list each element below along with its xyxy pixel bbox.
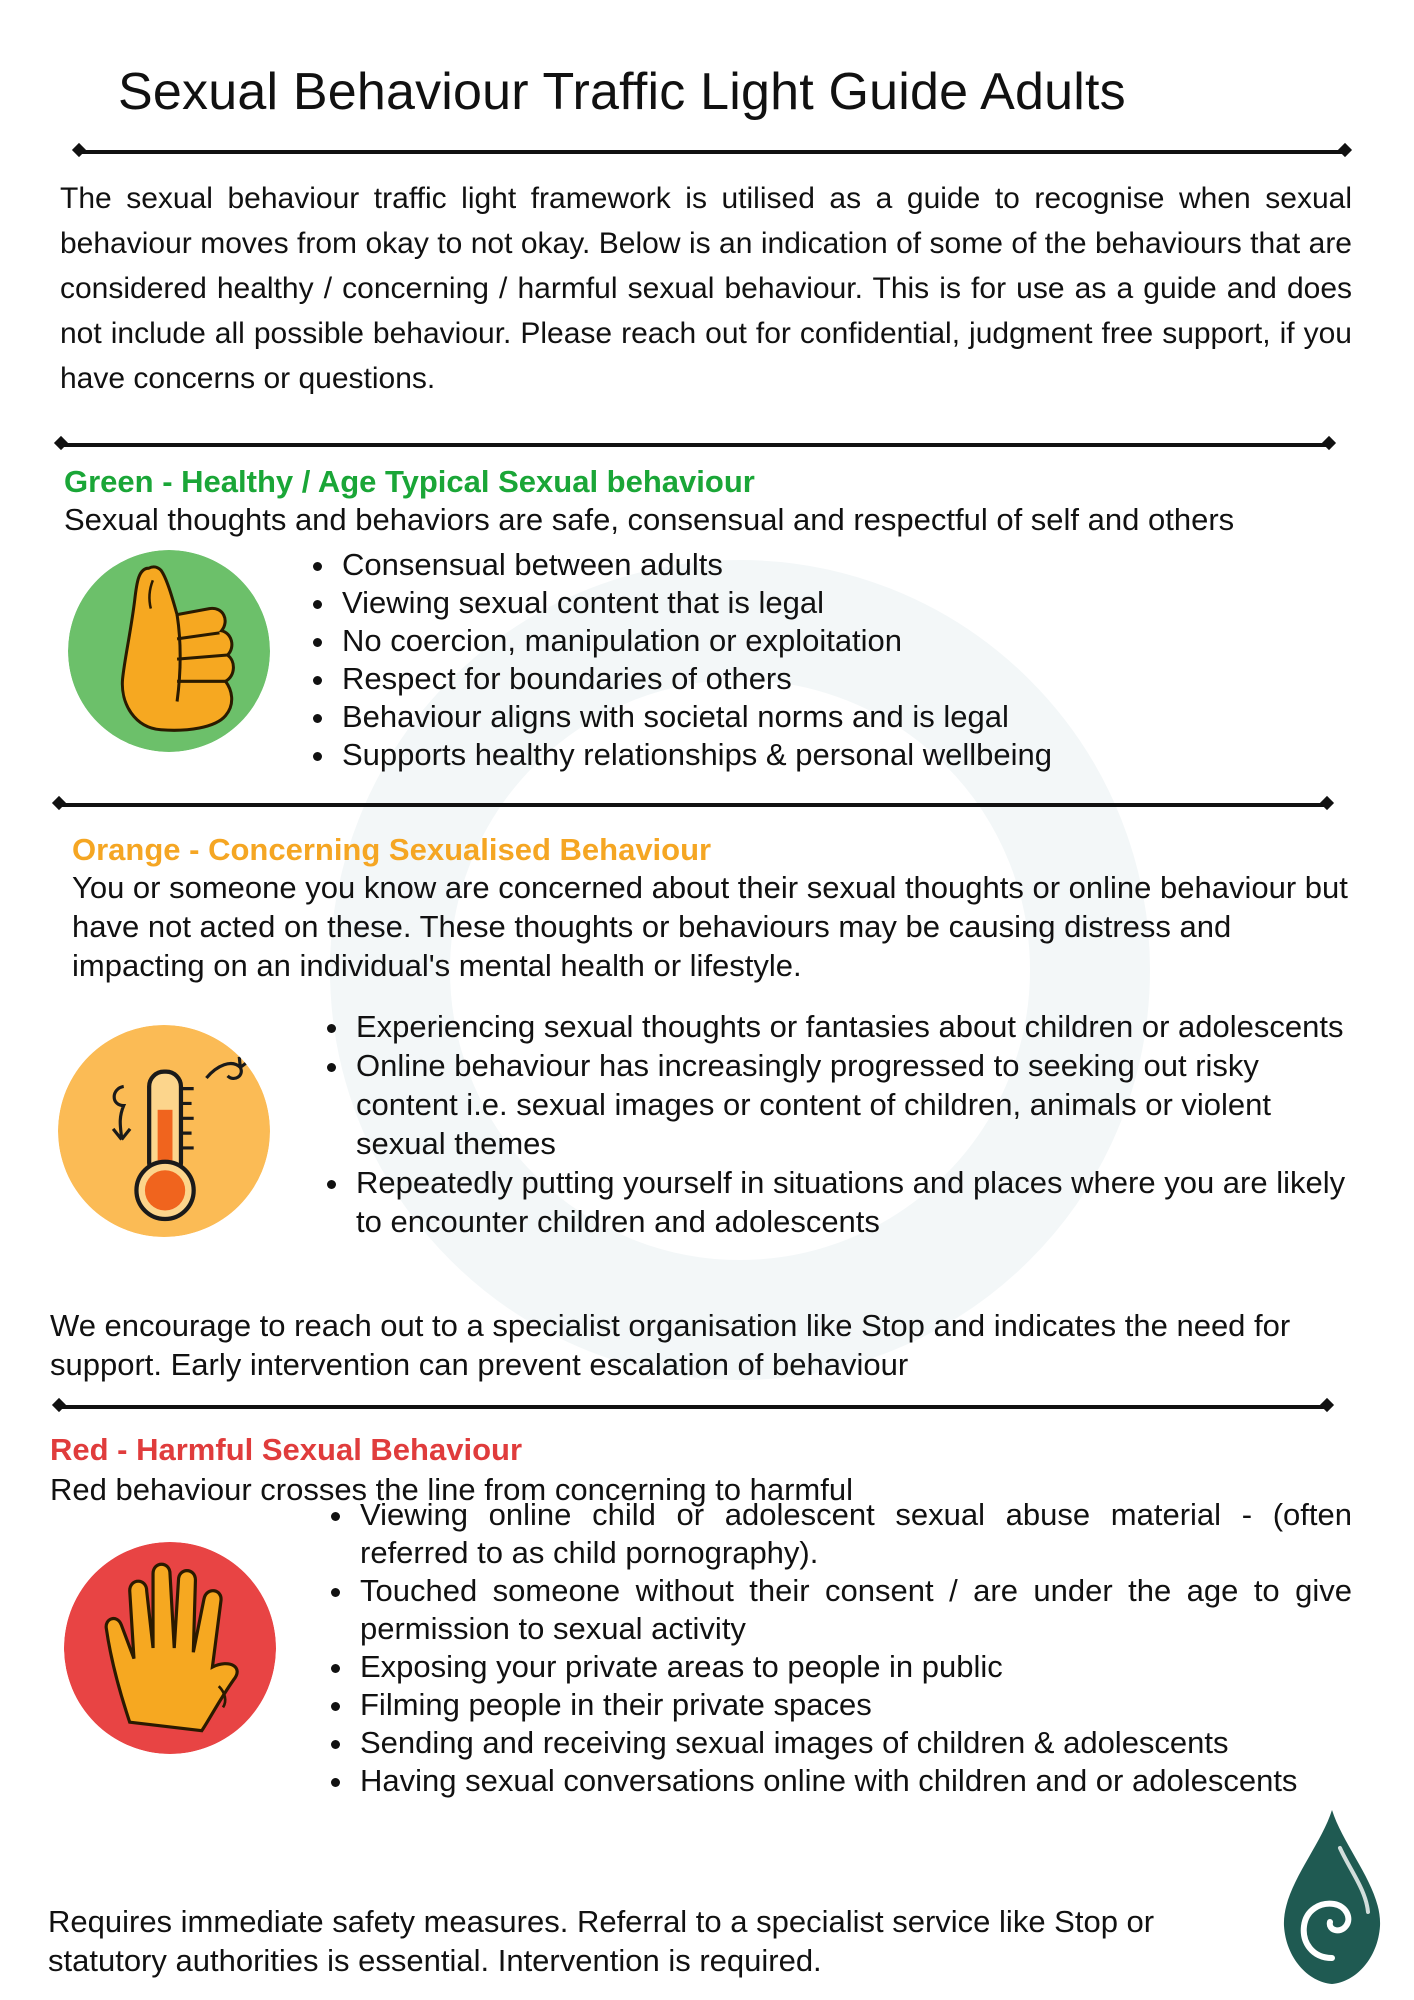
- page-title: Sexual Behaviour Traffic Light Guide Adults: [118, 63, 1126, 121]
- list-item: • Having sexual conversations online with children and or adolescents: [356, 1762, 1352, 1800]
- orange-list: [310, 1007, 1352, 1241]
- thumbs-up-icon: [68, 550, 270, 752]
- divider: [78, 150, 1346, 154]
- list-item: • Repeatedly putting yourself in situations and places where you are likely to encounter children and adolescents: [352, 1163, 1352, 1241]
- list-item: • Filming people in their private spaces: [356, 1686, 1352, 1724]
- intro-paragraph: The sexual behaviour traffic light framework is utilised as a guide to recognise when sexual behaviour moves from okay to not okay. Below is an indication of some of the behaviours that are considered healthy / concerning / harmful sexual behaviour. This is for use as a guide and does not include all possible behaviour. Please reach out for confidential, judgment free support, if you have concerns or questions.: [60, 182, 1352, 395]
- list-item: • Viewing online child or adolescent sexual abuse material - (often referred to as child pornography).: [356, 1496, 1352, 1572]
- red-description: Red behaviour crosses the line from concerning to harmful: [50, 1472, 853, 1507]
- list-item: • Viewing sexual content that is legal: [338, 584, 1398, 622]
- red-note: Requires immediate safety measures. Referral to a specialist service like Stop or statutory authorities is essential. Intervention is required.: [48, 1904, 1155, 1978]
- green-description: Sexual thoughts and behaviors are safe, consensual and respectful of self and others: [64, 502, 1235, 537]
- water-drop-logo-icon: [1280, 1808, 1384, 1986]
- list-item: • Respect for boundaries of others: [338, 660, 1398, 698]
- list-item: • Experiencing sexual thoughts or fantasies about children or adolescents: [352, 1007, 1352, 1046]
- red-list: [314, 1458, 1352, 1800]
- orange-note: We encourage to reach out to a specialist organisation like Stop and indicates the need for support. Early intervention can prevent escalation of behaviour: [50, 1308, 1291, 1382]
- list-item: • Consensual between adults: [338, 546, 1398, 584]
- green-heading: Green - Healthy / Age Typical Sexual behaviour: [64, 464, 755, 499]
- divider: [60, 443, 1330, 447]
- list-item: • No coercion, manipulation or exploitation: [338, 622, 1398, 660]
- thermometer-icon: [58, 1025, 270, 1237]
- list-item: • Exposing your private areas to people in public: [356, 1648, 1352, 1686]
- list-item: • Touched someone without their consent / are under the age to give permission to sexual activity: [356, 1572, 1352, 1648]
- orange-heading: Orange - Concerning Sexualised Behaviour: [72, 832, 712, 867]
- stop-hand-icon: [64, 1542, 276, 1754]
- list-item: • Sending and receiving sexual images of children & adolescents: [356, 1724, 1352, 1762]
- divider: [58, 803, 1328, 807]
- red-heading: Red - Harmful Sexual Behaviour: [50, 1432, 523, 1467]
- list-item: • Supports healthy relationships & personal wellbeing: [338, 736, 1398, 774]
- green-list: [296, 546, 1398, 774]
- divider: [58, 1405, 1328, 1409]
- list-item: • Online behaviour has increasingly progressed to seeking out risky content i.e. sexual images or content of children, animals or violent sexual themes: [352, 1046, 1352, 1163]
- list-item: • Behaviour aligns with societal norms and is legal: [338, 698, 1398, 736]
- orange-description: You or someone you know are concerned about their sexual thoughts or online behaviour but have not acted on these. These thoughts or behaviours may be causing distress and impacting on an individual's mental health or lifestyle.: [72, 870, 1348, 983]
